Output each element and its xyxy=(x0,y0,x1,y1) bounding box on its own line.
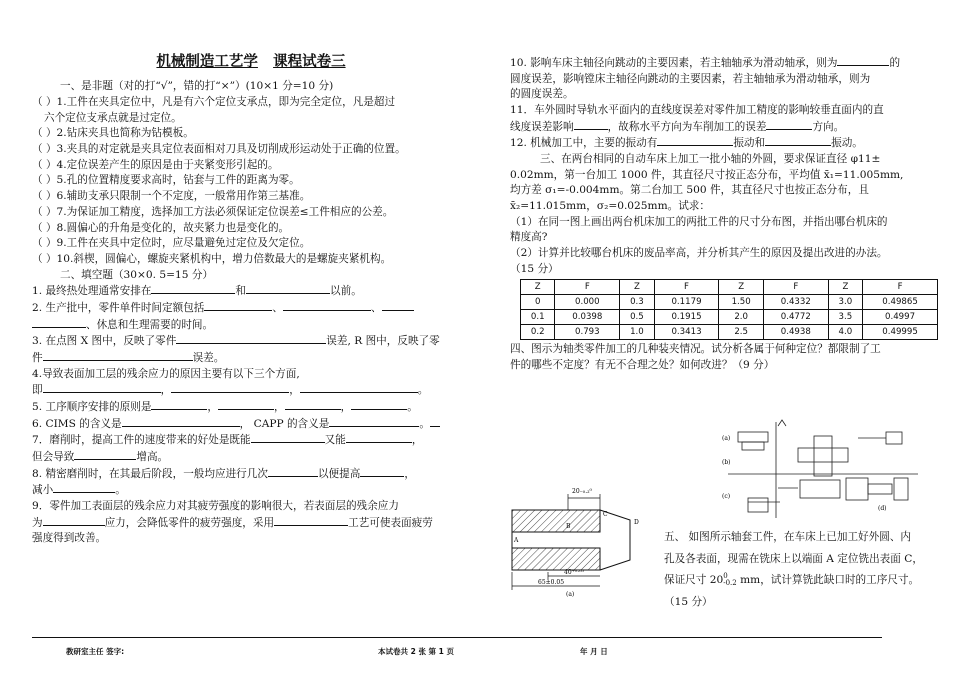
section4-line: 四、图示为轴类零件加工的几种装夹情况。试分析各属于何种定位？都限制了工 xyxy=(510,343,881,356)
fill-q10c: 的圆度误差。 xyxy=(510,88,574,101)
fixture-diagram xyxy=(718,418,928,524)
tf-item: （ ）3.夹具的对定就是夹具定位表面相对刀具及切削成形运动处于正确的位置。 xyxy=(32,143,406,156)
answer-blank[interactable] xyxy=(32,317,86,328)
answer-blank[interactable] xyxy=(283,300,371,311)
fill-q6: 6. CIMS 的含义是 ， CAPP 的含义是 。 xyxy=(32,416,470,433)
footer-divider xyxy=(32,637,882,638)
section3-line: 三、在两台相同的自动车床上加工一批小轴的外圆，要求保证直径 φ11± xyxy=(540,153,881,166)
tf-item: （ ）10.斜楔，圆偏心，螺旋夹紧机构中，增力倍数最大的是螺旋夹紧机构。 xyxy=(32,252,392,265)
answer-blank[interactable] xyxy=(430,416,440,427)
fill-q4b: 即 ， ， 。 xyxy=(32,384,429,397)
answer-blank[interactable] xyxy=(53,482,115,493)
dim-label: B xyxy=(566,523,571,530)
dim-label: 20₋₀.₂⁰ xyxy=(572,488,592,495)
section5-line: 保证尺寸 20 0 -0.2 mm，试计算铣此缺口时的工序尺寸。 xyxy=(664,572,920,588)
right-column xyxy=(510,55,950,374)
bushing-diagram xyxy=(508,480,648,598)
answer-blank[interactable] xyxy=(765,135,831,146)
fill-q3: 3. 在点图 X 图中，反映了零件 误差, R 图中，反映了零 xyxy=(32,335,440,348)
footer-right: 年 月 日 xyxy=(580,647,608,656)
answer-blank[interactable] xyxy=(300,382,418,393)
table-header-cell: Z xyxy=(521,280,555,295)
table-cell: 0.1915 xyxy=(654,310,719,325)
dim-label: D xyxy=(634,519,639,526)
answer-blank[interactable] xyxy=(151,283,235,294)
fill-q7b: 但会导致 增高。 xyxy=(32,450,169,463)
answer-blank[interactable] xyxy=(285,399,341,410)
tf-item: （ ）5.孔的位置精度要求高时，钻套与工件的距离为零。 xyxy=(32,174,300,187)
table-cell: 0.5 xyxy=(620,310,654,325)
answer-blank[interactable] xyxy=(43,382,161,393)
answer-blank[interactable] xyxy=(171,382,289,393)
answer-blank[interactable] xyxy=(766,119,812,130)
answer-blank[interactable] xyxy=(204,300,272,311)
fill-q9b: 为 应力，会降低零件的疲劳强度，采用 工艺可使表面疲劳 xyxy=(32,516,433,529)
table-cell: 2.5 xyxy=(719,325,764,340)
answer-blank[interactable] xyxy=(657,135,733,146)
answer-blank[interactable] xyxy=(246,283,330,294)
fig-label: (c) xyxy=(722,493,731,500)
tf-item: 六个定位支承点就是过定位。 xyxy=(44,111,182,124)
table-header-cell: Z xyxy=(719,280,764,295)
section3-line: 0.02mm，第一台加工 1000 件，其直径尺寸按正态分布，平均值 x̄₁=11.005mm, xyxy=(510,168,904,181)
table-header-cell: Z xyxy=(620,280,654,295)
fill-q9: 9．零件加工表面层的残余应力对其疲劳强度的影响很大，若表面层的残余应力 xyxy=(32,499,399,512)
table-cell: 0.4332 xyxy=(763,295,828,310)
table-row xyxy=(521,325,938,340)
fill-q10b: 圆度误差，影响镗床主轴径向跳动的主要因素，若主轴轴承为滑动轴承，则为 xyxy=(510,72,871,85)
fill-q8b: 减小 。 xyxy=(32,484,126,497)
title-suffix: 课程试卷三 xyxy=(273,54,346,70)
fig-label: (d) xyxy=(878,505,887,512)
section3-line: 精度高? xyxy=(510,231,548,244)
table-cell: 0.4997 xyxy=(863,310,938,325)
fill-q5: 5. 工序顺序安排的原则是 ， ， ， 。 xyxy=(32,400,418,413)
fill-q2: 2. 生产批中，零件单件时间定额包括 、 、 xyxy=(32,300,470,317)
table-cell: 1.50 xyxy=(719,295,764,310)
answer-blank[interactable] xyxy=(351,399,407,410)
fill-q3b: 件 误差。 xyxy=(32,351,225,364)
section3-line: （15 分） xyxy=(510,262,559,275)
answer-blank[interactable] xyxy=(74,449,136,460)
section1-heading: 一、是非题（对的打“√”，错的打“×”）(10×1 分=10 分) xyxy=(60,80,334,93)
table-cell: 0.1179 xyxy=(654,295,719,310)
fill-q1: 1. 最终热处理通常安排在 和 以前。 xyxy=(32,285,362,298)
fig-caption: (a) xyxy=(566,591,575,598)
fill-q11b: 线度误差影响 ，故称水平方向为车削加工的误差 方向。 xyxy=(510,120,845,133)
table-header-cell: Z xyxy=(828,280,862,295)
dim-label: 65±0.05 xyxy=(538,579,565,586)
table-row xyxy=(521,295,938,310)
fill-q10a: 10. 影响车床主轴径向跳动的主要因素，若主轴轴承为滑动轴承，则为 的 xyxy=(510,57,901,69)
section3-line: 均方差 σ₁=-0.004mm。第二台加工 500 件，其直径尺寸也按正态分布，且 xyxy=(510,184,869,197)
section3-line: x̄₂=11.015mm，σ₂=0.025mm。试求： xyxy=(510,200,710,213)
section2-heading: 二、填空题（30×0. 5=15 分） xyxy=(60,268,214,281)
section1-items xyxy=(32,95,470,267)
table-cell: 0.4938 xyxy=(763,325,828,340)
table-cell: 0.49865 xyxy=(863,295,938,310)
table-row xyxy=(521,310,938,325)
table-cell: 1.0 xyxy=(620,325,654,340)
section5-line: （15 分） xyxy=(664,596,713,609)
normal-distribution-table xyxy=(520,279,938,340)
table-cell: 0.793 xyxy=(555,325,620,340)
fill-q8: 8. 精密磨削时，在其最后阶段，一般均应进行几次 以便提高 ， xyxy=(32,467,415,480)
answer-blank[interactable] xyxy=(329,416,419,427)
tf-item: （ ）9.工件在夹具中定位时，应尽量避免过定位及欠定位。 xyxy=(32,237,311,250)
table-cell: 0.0398 xyxy=(555,310,620,325)
fill-q2b: 、休息和生理需要的时间。 xyxy=(32,317,470,334)
section4-line: 件的哪些不定度？有无不合理之处？如何改进？（9 分） xyxy=(510,359,775,372)
answer-blank[interactable] xyxy=(268,466,318,477)
table-header-cell: F xyxy=(555,280,620,295)
answer-blank[interactable] xyxy=(274,515,348,526)
answer-blank[interactable] xyxy=(360,466,404,477)
tf-item: （ ）1.工件在夹具定位中，凡是有六个定位支承点，即为完全定位，凡是超过 xyxy=(32,96,396,109)
answer-blank[interactable] xyxy=(43,350,193,361)
answer-blank[interactable] xyxy=(837,55,889,66)
table-cell: 0.000 xyxy=(555,295,620,310)
answer-blank[interactable] xyxy=(43,515,105,526)
fill-q11a: 11．车外圆时导轨水平面内的直线度误差对零件加工精度的影响较垂直面内的直 xyxy=(510,104,884,117)
fill-q12: 12. 机械加工中，主要的振动有 振动和 振动。 xyxy=(510,137,863,150)
dim-label: C xyxy=(603,511,608,518)
fill-q9c: 强度得到改善。 xyxy=(32,532,107,545)
table-cell: 0.4772 xyxy=(763,310,828,325)
table-cell: 0.3413 xyxy=(654,325,719,340)
tf-item: （ ）4.定位误差产生的原因是由于夹紧变形引起的。 xyxy=(32,158,279,171)
table-cell: 3.0 xyxy=(828,295,862,310)
answer-blank[interactable] xyxy=(151,399,207,410)
fill-q4: 4.导致表面加工层的残余应力的原因主要有以下三个方面, xyxy=(32,367,300,380)
table-header-cell: F xyxy=(863,280,938,295)
table-cell: 0.1 xyxy=(521,310,555,325)
tf-item: （ ）6.辅助支承只限制一个不定度，一般常用作第三基准。 xyxy=(32,190,311,203)
answer-blank[interactable] xyxy=(382,300,414,311)
footer-left: 教研室主任 签字: xyxy=(66,647,125,656)
section5-text xyxy=(664,527,950,614)
table-cell: 2.0 xyxy=(719,310,764,325)
table-cell: 0.2 xyxy=(521,325,555,340)
footer-center: 本试卷共 2 张 第 1 页 xyxy=(378,647,454,656)
answer-blank[interactable] xyxy=(122,416,240,427)
answer-blank[interactable] xyxy=(346,432,412,443)
section5-line: 五、 如图所示轴套工件，在车床上已加工好外圆、内 xyxy=(664,531,912,543)
table-header-cell: F xyxy=(763,280,828,295)
table-header-cell: F xyxy=(654,280,719,295)
answer-blank[interactable] xyxy=(176,333,326,344)
section3-line: （2）计算并比较哪台机床的废品率高，并分析其产生的原因及提出改进的办法。 xyxy=(510,247,888,260)
table-cell: 0 xyxy=(521,295,555,310)
dim-label: 40⁺⁰·⁰⁵ xyxy=(564,569,584,576)
answer-blank[interactable] xyxy=(218,399,274,410)
answer-blank[interactable] xyxy=(574,119,608,130)
table-cell: 3.5 xyxy=(828,310,862,325)
left-column xyxy=(32,55,470,547)
table-header-row xyxy=(521,280,938,295)
title-main: 机械制造工艺学 xyxy=(156,54,258,70)
fig-label: (a) xyxy=(722,435,731,442)
table-cell: 0.3 xyxy=(620,295,654,310)
dim-label: A xyxy=(514,537,519,544)
section3-line: （1）在同一图上画出两台机床加工的两批工件的尺寸分布图，并指出哪台机床的 xyxy=(510,215,888,228)
page-title xyxy=(32,52,470,73)
fill-q7: 7．磨削时，提高工件的速度带来的好处是既能 又能 ， xyxy=(32,434,423,447)
section5-line: 孔及各表面，现需在铣床上以端面 A 定位铣出表面 C， xyxy=(664,552,923,565)
tf-item: （ ）2.钻床夹具也简称为钻模板。 xyxy=(32,127,194,140)
tf-item: （ ）7.为保证加工精度，选择加工方法必须保证定位误差≤工件相应的公差。 xyxy=(32,205,394,218)
table-cell: 0.49995 xyxy=(863,325,938,340)
table-cell: 4.0 xyxy=(828,325,862,340)
fig-label: (b) xyxy=(722,459,731,466)
tf-item: （ ）8.圆偏心的升角是变化的，故夹紧力也是变化的。 xyxy=(32,221,290,234)
answer-blank[interactable] xyxy=(251,432,325,443)
